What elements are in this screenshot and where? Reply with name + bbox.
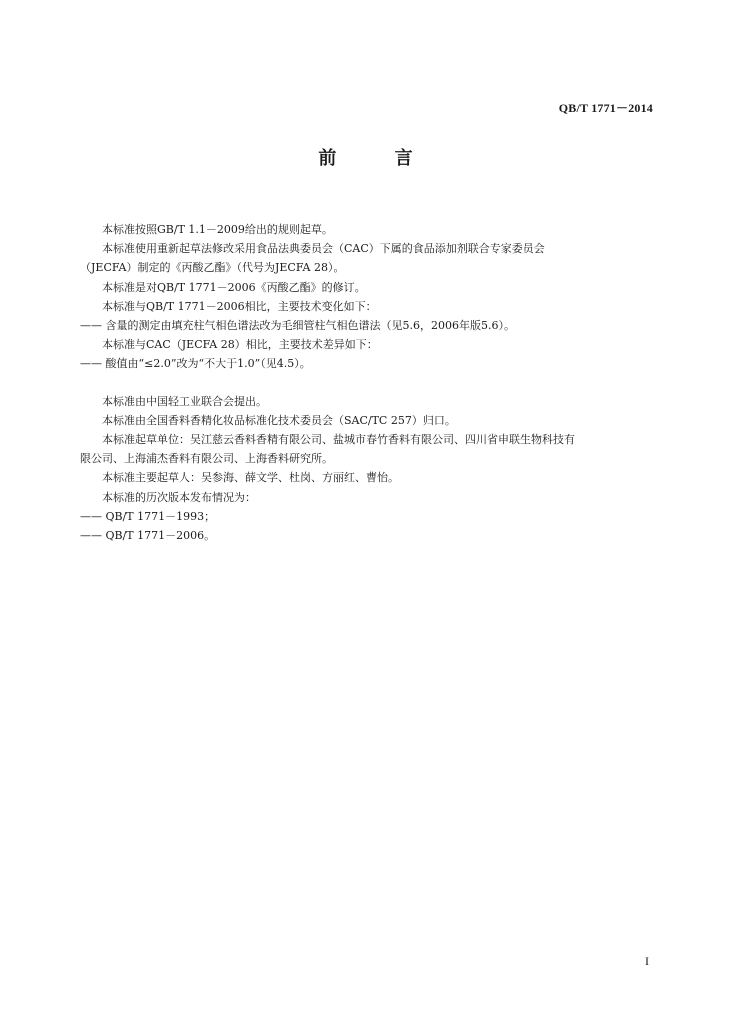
list-item-history: —— QB/T 1771－1993； [80,509,216,523]
page-number: I [645,954,649,968]
paragraph-drafting-units: 本标准起草单位：吴江慈云香料香精有限公司、盐城市春竹香料有限公司、四川省申联生物科技有 [102,433,575,447]
list-item-change: —— 含量的测定由填充柱气相色谱法改为毛细管柱气相色谱法（见5.6，2006年版5.6）。 [80,319,515,333]
paragraph-adoption-cont: （JECFA）制定的《丙酸乙酯》（代号为JECFA 28）。 [80,261,345,275]
paragraph-drafting-rules: 本标准按照GB/T 1.1－2009给出的规则起草。 [102,223,333,236]
paragraph-changes-intro: 本标准与QB/T 1771－2006相比，主要技术变化如下： [102,299,377,313]
paragraph-drafters: 本标准主要起草人：吴参海、薛文学、杜岗、方丽红、曹怡。 [102,471,399,485]
paragraph-drafting-units-cont: 限公司、上海浦杰香料有限公司、上海香料研究所。 [80,452,333,466]
page-title: 前 言 [318,148,439,169]
paragraph-adoption: 本标准使用重新起草法修改采用食品法典委员会（CAC）下属的食品添加剂联合专家委员会 [102,242,545,256]
section-gap [80,374,670,392]
paragraph-differences-intro: 本标准与CAC（JECFA 28）相比，主要技术差异如下： [102,338,378,352]
document-code: QB/T 1771－2014 [558,101,653,115]
paragraph-proposed-by: 本标准由中国轻工业联合会提出。 [102,394,267,408]
paragraph-history-intro: 本标准的历次版本发布情况为： [102,490,256,504]
list-item-difference: —— 酸值由“≤2.0”改为“不大于1.0”（见4.5）。 [80,357,311,371]
paragraph-managed-by: 本标准由全国香料香精化妆品标准化技术委员会（SAC/TC 257）归口。 [102,413,456,427]
paragraph-revision: 本标准是对QB/T 1771－2006《丙酸乙酯》的修订。 [102,280,366,294]
foreword-body [80,220,670,545]
list-item-history: —— QB/T 1771－2006。 [80,529,216,543]
